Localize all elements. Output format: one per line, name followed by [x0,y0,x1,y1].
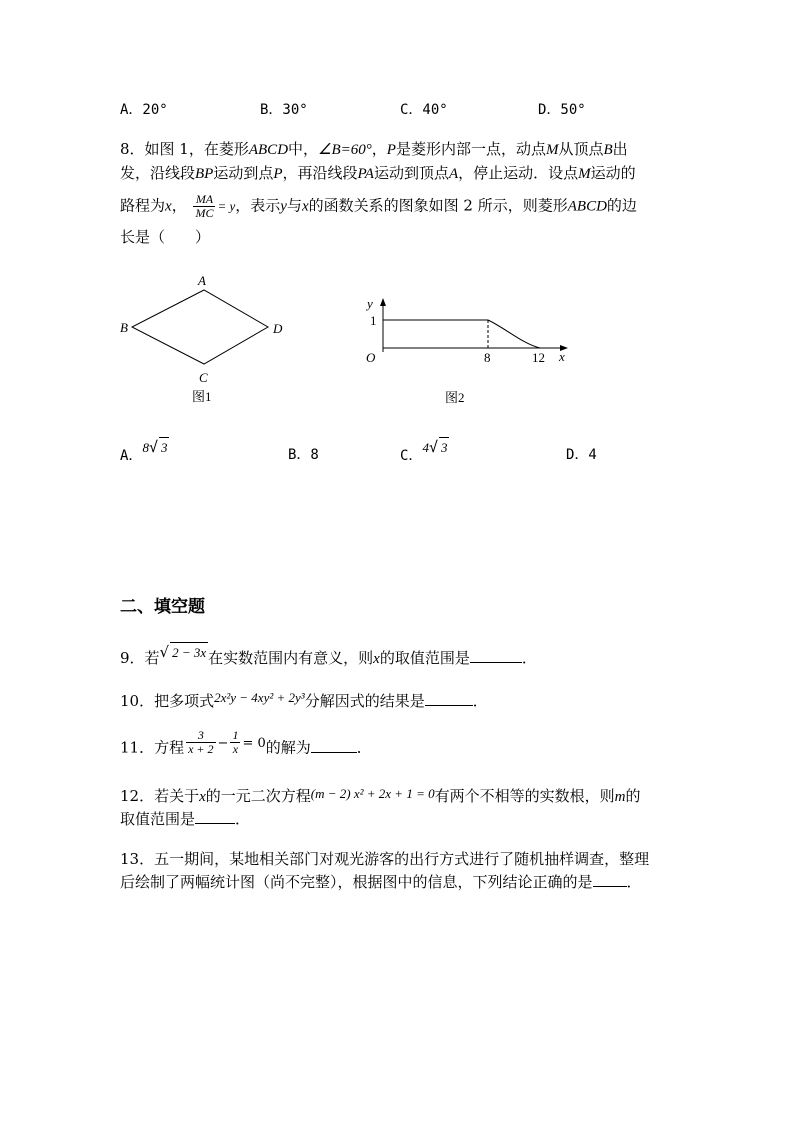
fig2-label-o: O [366,350,376,365]
fig2-label-eight: 8 [484,350,491,365]
q10: 10．把多项式2x²y − 4xy² + 2y³分解因式的结果是 ． [120,690,488,710]
fig2-label-x: x [559,349,565,364]
figure-1-rhombus [110,268,300,408]
fig1-label-b: B [120,320,128,335]
q12-line1: 12．若关于x的一元二次方程(m − 2) x² + 2x + 1 = 0有两个不相等的实数根，则m的 [120,786,641,805]
q7-option-d: D．50° [538,102,586,118]
rhombus-shape [132,290,268,364]
q8-line4: 长是（ ） [120,228,211,246]
fig1-label-d: D [273,321,283,336]
fig2-label-twelve: 12 [532,350,545,365]
q12-answer-blank[interactable] [195,809,235,824]
fig1-caption: 图1 [192,389,212,404]
q8-line1: 8．如图 1，在菱形ABCD中，∠B=60°，P是菱形内部一点，动点M从顶点B出 [120,140,628,158]
q13-line2: 后绘制了两幅统计图（尚不完整），根据图中的信息，下列结论正确的是 ． [120,873,642,891]
q8-option-d: D．4 [566,447,597,463]
q8-fraction: $\frac{MA}{MC}$ [195,192,214,220]
q10-answer-blank[interactable] [425,691,473,706]
fig2-label-y: y [367,296,373,311]
q8-option-b: B．8 [288,447,319,463]
fig1-label-a: A [198,273,206,288]
q7-option-a: A．20° [120,102,168,118]
q7-option-c: C．40° [400,102,448,118]
q11: 11．方程 $\frac{3}{x + 2}$ − $\frac{1}{x}$ = 0的解为 ． [120,728,372,757]
q7-option-b: B．30° [260,102,308,118]
q8-option-a: A．8√ 3 [120,438,168,464]
q8-line3: 路程为x， $\frac{MA}{MC}$ = y，表示y与x的函数关系的图象如图 2 所示，则菱形ABCD的边 [120,192,637,220]
fig1-label-c: C [199,370,208,385]
q9: 9．若√ 2 − 3x 在实数范围内有意义，则x的取值范围是 ． [120,643,537,667]
q8-option-c: C．4√ 3 [400,438,448,464]
q12-line2: 取值范围是 ． [120,810,251,828]
q9-answer-blank[interactable] [470,648,522,663]
q13-answer-blank[interactable] [593,872,627,887]
q11-answer-blank[interactable] [311,738,357,753]
q8-line2: 发，沿线段BP运动到点P，再沿线段PA运动到顶点A，停止运动．设点M运动的 [120,164,636,182]
fig2-caption: 图2 [445,390,465,405]
section-2-title: 二、填空题 [120,597,205,617]
figure-2-graph [355,290,575,405]
graph-curve-segment [488,320,540,348]
y-axis-arrow [380,298,386,306]
q13-line1: 13．五一期间，某地相关部门对观光游客的出行方式进行了随机抽样调查，整理 [120,850,650,868]
fig2-label-one: 1 [370,313,377,328]
